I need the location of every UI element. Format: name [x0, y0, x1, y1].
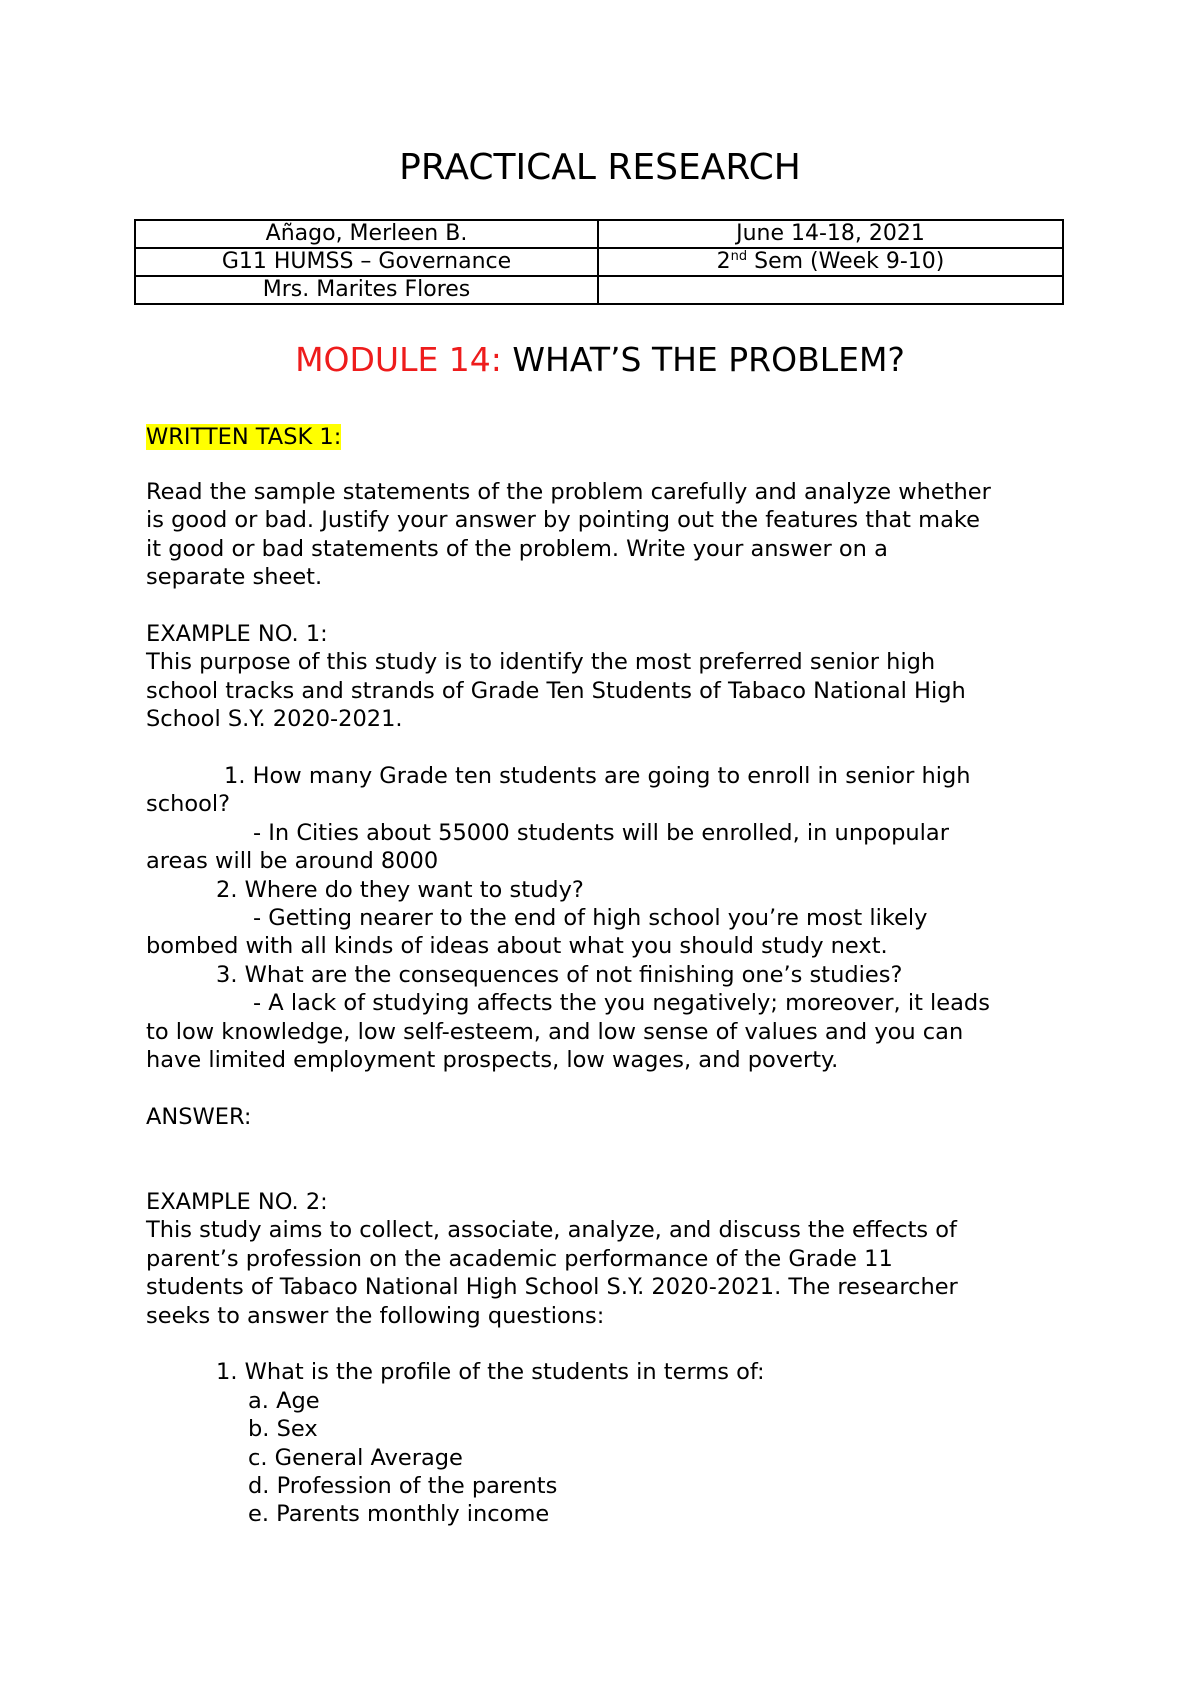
- example-2-question-1: 1. What is the profile of the students in terms of:: [216, 1359, 765, 1386]
- example-2-heading: EXAMPLE NO. 2:: [146, 1189, 328, 1215]
- example-1-answer-2: - Getting nearer to the end of high school you’re most likely: [253, 905, 928, 932]
- student-name: Añago, Merleen B.: [135, 220, 598, 248]
- info-row: [135, 248, 1063, 276]
- example-1-question-2: 2. Where do they want to study?: [216, 876, 584, 903]
- example-1-answer-3-cont: to low knowledge, low self-esteem, and low sense of values and you can: [146, 1018, 964, 1045]
- example-1: [146, 620, 1086, 1131]
- date-range: June 14-18, 2021: [598, 220, 1063, 248]
- example-1-answer-2-cont: bombed with all kinds of ideas about what you should study next.: [146, 933, 888, 960]
- info-row: [135, 276, 1063, 304]
- written-task-heading-block: [146, 423, 1086, 451]
- example-2-purpose-line: parent’s profession on the academic performance of the Grade 11: [146, 1245, 893, 1272]
- example-2-subitem: c. General Average: [248, 1444, 463, 1471]
- example-1-answer-1-cont: areas will be around 8000: [146, 848, 439, 875]
- instruction-line: it good or bad statements of the problem. Write your answer on a: [146, 535, 888, 562]
- example-1-heading: EXAMPLE NO. 1:: [146, 621, 328, 647]
- document-title: PRACTICAL RESEARCH: [399, 147, 801, 188]
- example-1-question-3: 3. What are the consequences of not finishing one’s studies?: [216, 961, 903, 988]
- example-1-question-1: 1. How many Grade ten students are going to enroll in senior high: [224, 763, 971, 790]
- example-1-purpose-line: This purpose of this study is to identify the most preferred senior high: [146, 649, 936, 676]
- written-task-heading: WRITTEN TASK 1:: [146, 424, 342, 450]
- instruction-line: is good or bad. Justify your answer by pointing out the features that make: [146, 507, 980, 534]
- example-1-question-1-cont: school?: [146, 791, 231, 818]
- answer-label: ANSWER:: [146, 1103, 252, 1130]
- info-row: [135, 220, 1063, 248]
- example-2: [146, 1188, 1086, 1529]
- example-2-purpose-line: students of Tabaco National High School S.Y. 2020-2021. The researcher: [146, 1274, 958, 1301]
- semester-week: [598, 248, 1063, 276]
- example-1-answer-3-cont: have limited employment prospects, low wages, and poverty.: [146, 1047, 839, 1074]
- empty-cell: [598, 276, 1063, 304]
- instruction-line: separate sheet.: [146, 564, 323, 591]
- teacher-name: Mrs. Marites Flores: [135, 276, 598, 304]
- example-2-purpose-line: This study aims to collect, associate, analyze, and discuss the effects of: [146, 1217, 957, 1244]
- example-2-subitem: e. Parents monthly income: [248, 1501, 550, 1528]
- module-title: WHAT’S THE PROBLEM?: [501, 340, 905, 379]
- semester-number: 2: [716, 249, 731, 274]
- module-label: MODULE 14:: [295, 340, 502, 379]
- example-1-answer-3: - A lack of studying affects the you negatively; moreover, it leads: [253, 990, 990, 1017]
- example-2-subitem: a. Age: [248, 1387, 320, 1414]
- example-1-purpose-line: school tracks and strands of Grade Ten Students of Tabaco National High: [146, 677, 966, 704]
- semester-rest: Sem (Week 9-10): [747, 249, 945, 274]
- semester-ordinal: nd: [730, 249, 748, 264]
- info-table: [134, 219, 1064, 305]
- example-2-purpose-line: seeks to answer the following questions:: [146, 1302, 605, 1329]
- example-1-purpose-line: School S.Y. 2020-2021.: [146, 706, 403, 733]
- module-heading: [0, 339, 1200, 381]
- grade-section: G11 HUMSS – Governance: [135, 248, 598, 276]
- instructions: [146, 478, 1086, 592]
- example-1-answer-1: - In Cities about 55000 students will be enrolled, in unpopular: [253, 819, 949, 846]
- example-2-subitem: d. Profession of the parents: [248, 1473, 558, 1500]
- example-2-subitem: b. Sex: [248, 1416, 318, 1443]
- instruction-line: Read the sample statements of the problem carefully and analyze whether: [146, 479, 991, 505]
